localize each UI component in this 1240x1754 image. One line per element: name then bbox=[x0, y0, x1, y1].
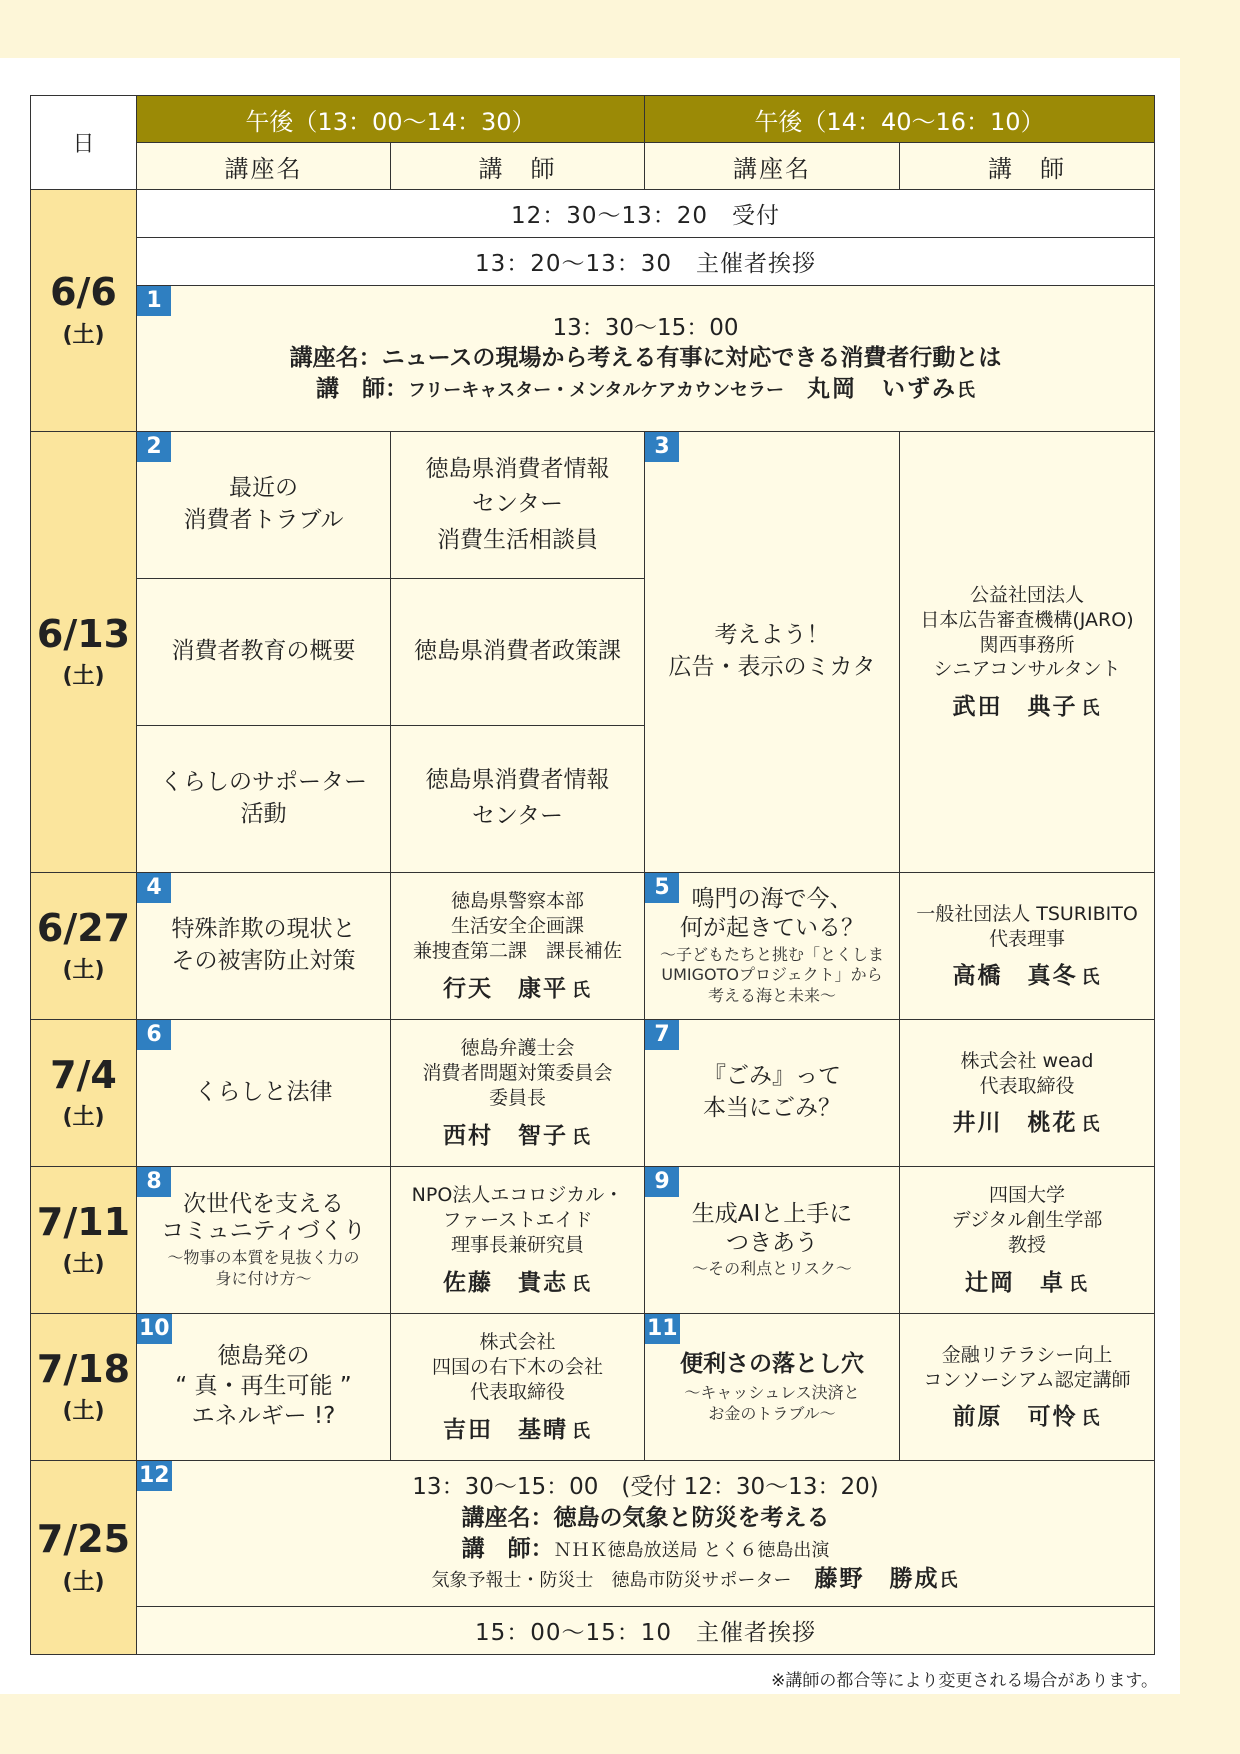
org-line: コンソーシアム認定講師 bbox=[923, 1368, 1131, 1391]
lecture-4-title-cell bbox=[137, 873, 391, 1020]
lecture-3-teacher-cell bbox=[900, 432, 1155, 873]
lecture-label-2: 講座名 bbox=[645, 143, 900, 190]
title-line: その被害防止対策 bbox=[171, 948, 356, 974]
lecture-number-badge: 7 bbox=[645, 1020, 679, 1050]
date: 7/11 bbox=[36, 1199, 131, 1244]
org-line: 一般社団法人 TSURIBITO bbox=[916, 902, 1138, 925]
org-line: 四国の右下木の会社 bbox=[431, 1356, 603, 1379]
lecture-number-badge: 11 bbox=[645, 1314, 680, 1344]
date: 6/6 bbox=[50, 270, 117, 315]
honorific: 氏 bbox=[957, 379, 976, 401]
date-cell-6-13 bbox=[31, 432, 137, 873]
org-line: NPO法人エコロジカル・ bbox=[411, 1184, 624, 1207]
subtitle-line: 身に付け方～ bbox=[215, 1268, 312, 1288]
row-7-4 bbox=[31, 1020, 1155, 1167]
weekday: (土) bbox=[62, 958, 105, 984]
row-lecture-12 bbox=[31, 1461, 1155, 1607]
date-cell-7-4 bbox=[31, 1020, 137, 1167]
org-line: デジタル創生学部 bbox=[951, 1209, 1103, 1232]
teacher-name: 武田 典子 bbox=[952, 693, 1078, 720]
date: 7/4 bbox=[50, 1052, 117, 1097]
opening-greeting-time: 13：20～13：30 主催者挨拶 bbox=[137, 238, 1155, 286]
title-line: くらしのサポーター bbox=[160, 769, 367, 796]
title-line: 次世代を支える bbox=[183, 1190, 344, 1217]
org-line: 徳島県消費者政策課 bbox=[414, 638, 621, 665]
lecture-number-badge: 12 bbox=[137, 1461, 172, 1491]
org-line: シニアコンサルタント bbox=[933, 658, 1121, 681]
teacher-name: 前原 可怜 bbox=[952, 1404, 1078, 1431]
honorific: 氏 bbox=[1081, 697, 1102, 719]
date: 6/13 bbox=[36, 611, 131, 656]
lecture-6-title-cell bbox=[137, 1020, 391, 1167]
org-line: 代表取締役 bbox=[979, 1074, 1075, 1097]
date: 7/25 bbox=[36, 1517, 131, 1562]
honorific: 氏 bbox=[572, 979, 592, 1001]
teacher-name: 西村 智子 bbox=[443, 1122, 568, 1149]
row-7-11 bbox=[31, 1167, 1155, 1314]
day-column-header: 日 bbox=[31, 96, 137, 190]
teacher-name: 吉田 基晴 bbox=[443, 1416, 568, 1443]
lecture-10-teacher-cell bbox=[391, 1314, 645, 1461]
org-line: 徳島県消費者情報 bbox=[425, 455, 610, 482]
lecture-2c-title-cell bbox=[137, 726, 391, 873]
subtitle-line: ～その利点とリスク～ bbox=[692, 1259, 852, 1279]
title-line: 徳島発の bbox=[217, 1343, 310, 1370]
header-row-labels bbox=[31, 143, 1155, 190]
honorific: 氏 bbox=[572, 1126, 592, 1148]
org-line: 徳島県警察本部 bbox=[450, 890, 584, 913]
org-line: 徳島県消費者情報 bbox=[425, 767, 610, 794]
lecture-number-badge: 6 bbox=[137, 1020, 171, 1050]
subtitle-line: UMIGOTOプロジェクト」から bbox=[661, 965, 883, 985]
org-line: 株式会社 wead bbox=[960, 1049, 1094, 1072]
date-cell-7-11 bbox=[31, 1167, 137, 1314]
date-cell-7-25 bbox=[31, 1461, 137, 1655]
title-line: 鳴門の海で今、 bbox=[691, 886, 853, 913]
lecture-number-badge: 8 bbox=[137, 1167, 171, 1197]
honorific: 氏 bbox=[1081, 1114, 1102, 1136]
lecture-2a-title-cell bbox=[137, 432, 391, 579]
title-line: 活動 bbox=[240, 801, 287, 827]
weekday: (土) bbox=[62, 1399, 105, 1425]
row-6-27 bbox=[31, 873, 1155, 1020]
date: 6/27 bbox=[36, 905, 131, 950]
subtitle-line: ～物事の本質を見抜く力の bbox=[167, 1247, 360, 1267]
org-line: センター bbox=[471, 491, 564, 518]
honorific: 氏 bbox=[572, 1273, 592, 1295]
honorific: 氏 bbox=[939, 1570, 958, 1592]
lecture-1-cell bbox=[137, 286, 1155, 432]
lecture-2a-teacher-cell bbox=[391, 432, 645, 579]
session1-time-band: 午後（13：00～14：30） bbox=[137, 96, 645, 143]
org-line: 日本広告審査機構(JARO) bbox=[920, 608, 1134, 631]
lecture-5-teacher-cell bbox=[900, 873, 1155, 1020]
title-line: 広告・表示のミカタ bbox=[668, 654, 876, 680]
title-line: 『ごみ』って bbox=[703, 1063, 841, 1090]
lecture-number-badge: 5 bbox=[645, 873, 679, 903]
header-row-band bbox=[31, 96, 1155, 143]
date-cell-6-6 bbox=[31, 190, 137, 432]
teacher-label-1: 講 師 bbox=[391, 143, 645, 190]
title-line: 消費者トラブル bbox=[183, 507, 344, 533]
teacher-name: 高橋 真冬 bbox=[952, 963, 1078, 990]
teacher-role: 気象予報士・防災士 徳島市防災サポーター bbox=[431, 1570, 792, 1592]
lecture-number-badge: 9 bbox=[645, 1167, 679, 1197]
teacher-name: 辻岡 卓 bbox=[965, 1269, 1065, 1296]
lecture-4-teacher-cell bbox=[391, 873, 645, 1020]
row-closing-greeting bbox=[31, 1607, 1155, 1655]
title-line: エネルギー !? bbox=[191, 1402, 336, 1429]
row-reception bbox=[31, 190, 1155, 238]
org-line: 四国大学 bbox=[988, 1184, 1065, 1207]
org-line: 兼捜査第二課 課長補佐 bbox=[412, 939, 622, 962]
org-line: 生活安全企画課 bbox=[450, 915, 584, 938]
lecture-7-teacher-cell bbox=[900, 1020, 1155, 1167]
lecture-3-title-cell bbox=[645, 432, 900, 873]
lecture-time: 13：30～15：00 bbox=[552, 314, 739, 341]
org-line: 理事長兼研究員 bbox=[450, 1233, 584, 1256]
date: 7/18 bbox=[36, 1346, 131, 1391]
row-7-18 bbox=[31, 1314, 1155, 1461]
org-line: 委員長 bbox=[488, 1086, 546, 1109]
lecture-number-badge: 10 bbox=[137, 1314, 172, 1344]
title-line: くらしと法律 bbox=[194, 1079, 333, 1106]
lecture-9-title-cell bbox=[645, 1167, 900, 1314]
title-line: 考えよう！ bbox=[714, 622, 830, 649]
lecture-7-title-cell bbox=[645, 1020, 900, 1167]
lecture-8-title-cell bbox=[137, 1167, 391, 1314]
lecture-9-teacher-cell bbox=[900, 1167, 1155, 1314]
date-cell-7-18 bbox=[31, 1314, 137, 1461]
date-cell-6-27 bbox=[31, 873, 137, 1020]
session2-time-band: 午後（14：40～16：10） bbox=[645, 96, 1155, 143]
lecture-10-title-cell bbox=[137, 1314, 391, 1461]
org-line: 消費者問題対策委員会 bbox=[422, 1062, 613, 1085]
teacher-name: 行天 康平 bbox=[443, 975, 568, 1002]
title-line: 便利さの落とし穴 bbox=[680, 1351, 864, 1378]
teacher-name: 井川 桃花 bbox=[952, 1110, 1078, 1137]
org-line: 消費生活相談員 bbox=[437, 526, 598, 553]
org-line: 代表理事 bbox=[988, 927, 1065, 950]
honorific: 氏 bbox=[1069, 1273, 1089, 1295]
org-line: 株式会社 bbox=[479, 1331, 556, 1354]
teacher-prefix: 講 師： bbox=[315, 375, 408, 402]
org-line: 徳島弁護士会 bbox=[460, 1037, 575, 1060]
title-line: 何が起きている？ bbox=[680, 914, 864, 941]
teacher-role: ＮＨＫ徳島放送局 とく６徳島出演 bbox=[553, 1539, 830, 1561]
closing-greeting-time: 15：00～15：10 主催者挨拶 bbox=[137, 1607, 1155, 1655]
lecture-time: 13：30～15：00 (受付 12：30～13：20) bbox=[412, 1474, 879, 1501]
title-line: つきあう bbox=[726, 1229, 818, 1256]
title-line: 特殊詐欺の現状と bbox=[171, 916, 356, 943]
lecture-number-badge: 2 bbox=[137, 432, 171, 462]
weekday: (土) bbox=[62, 1569, 105, 1595]
teacher-name: 佐藤 貴志 bbox=[443, 1269, 568, 1296]
honorific: 氏 bbox=[1081, 1408, 1102, 1430]
org-line: 教授 bbox=[1007, 1233, 1046, 1256]
weekday: (土) bbox=[62, 1105, 105, 1131]
title-line: 最近の bbox=[229, 475, 298, 502]
subtitle-line: 考える海と未来～ bbox=[707, 986, 836, 1006]
lecture-5-title-cell bbox=[645, 873, 900, 1020]
teacher-prefix: 講 師： bbox=[461, 1535, 554, 1562]
teacher-name: 丸岡 いずみ bbox=[807, 375, 958, 402]
subtitle-line: ～子どもたちと挑む「とくしま bbox=[659, 944, 884, 964]
org-line: センター bbox=[471, 803, 564, 829]
lecture-11-teacher-cell bbox=[900, 1314, 1155, 1461]
honorific: 氏 bbox=[1081, 967, 1102, 989]
teacher-label-2: 講 師 bbox=[900, 143, 1155, 190]
teacher-role: フリーキャスター・メンタルケアカウンセラー bbox=[407, 379, 785, 401]
lecture-number-badge: 4 bbox=[137, 873, 171, 903]
lecture-11-title-cell bbox=[645, 1314, 900, 1461]
lecture-label-1: 講座名 bbox=[137, 143, 391, 190]
lecture-title: 講座名：ニュースの現場から考える有事に対応できる消費者行動とは bbox=[289, 345, 1002, 372]
org-line: ファーストエイド bbox=[442, 1209, 593, 1232]
lecture-8-teacher-cell bbox=[391, 1167, 645, 1314]
org-line: 代表取締役 bbox=[469, 1380, 565, 1403]
lecture-6-teacher-cell bbox=[391, 1020, 645, 1167]
org-line: 関西事務所 bbox=[979, 633, 1075, 656]
lecture-number-badge: 3 bbox=[645, 432, 679, 462]
lecture-schedule-table bbox=[30, 95, 1155, 1655]
lecture-2c-teacher-cell bbox=[391, 726, 645, 873]
lecture-2b-title-cell bbox=[137, 579, 391, 726]
weekday: (土) bbox=[62, 1252, 105, 1278]
row-lecture-1 bbox=[31, 286, 1155, 432]
reception-time: 12：30～13：20 受付 bbox=[137, 190, 1155, 238]
title-line: 生成AIと上手に bbox=[691, 1200, 853, 1227]
footnote: ※講師の都合等により変更される場合があります。 bbox=[771, 1671, 1158, 1691]
weekday: (土) bbox=[62, 664, 105, 690]
title-line: 消費者教育の概要 bbox=[171, 638, 356, 665]
org-line: 金融リテラシー向上 bbox=[941, 1343, 1113, 1366]
subtitle-line: お金のトラブル～ bbox=[708, 1403, 836, 1423]
org-line: 公益社団法人 bbox=[969, 584, 1084, 607]
title-line: 本当にごみ？ bbox=[703, 1095, 841, 1121]
row-greeting bbox=[31, 238, 1155, 286]
teacher-name: 藤野 勝成 bbox=[814, 1566, 940, 1593]
lecture-12-cell bbox=[137, 1461, 1155, 1607]
lecture-title: 講座名：徳島の気象と防災を考える bbox=[461, 1504, 830, 1531]
lecture-2b-teacher-cell bbox=[391, 579, 645, 726]
lecture-number-badge: 1 bbox=[137, 286, 171, 316]
subtitle-line: ～キャッシュレス決済と bbox=[684, 1383, 860, 1403]
title-line: “ 真・再生可能 ” bbox=[175, 1373, 352, 1400]
honorific: 氏 bbox=[572, 1420, 592, 1442]
title-line: コミュニティづくり bbox=[161, 1218, 366, 1245]
row-6-13-a bbox=[31, 432, 1155, 579]
weekday: (土) bbox=[62, 322, 105, 348]
